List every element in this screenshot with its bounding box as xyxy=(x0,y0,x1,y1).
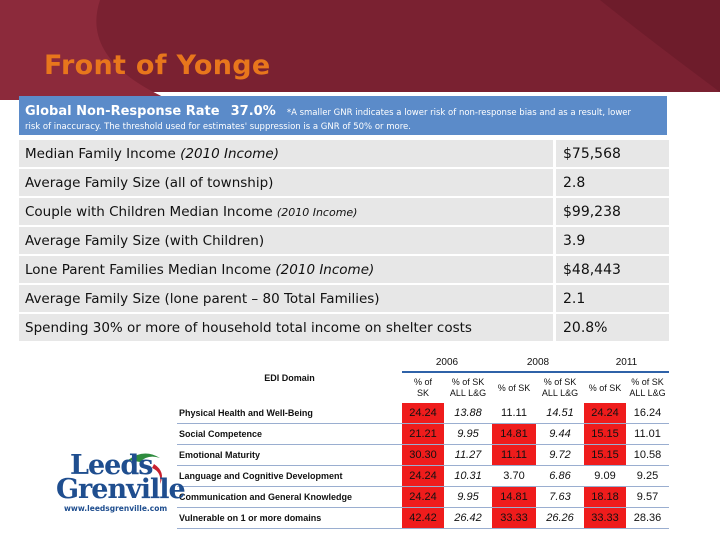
summary-value: 2.8 xyxy=(556,169,669,196)
edi-cell: 28.36 xyxy=(626,508,669,529)
edi-cell: 15.15 xyxy=(584,424,626,445)
summary-label: Average Family Size (all of township) xyxy=(25,174,274,191)
edi-domain-name: Language and Cognitive Development xyxy=(177,466,402,487)
table-row xyxy=(177,424,669,445)
table-row xyxy=(177,445,669,466)
summary-label-cell xyxy=(19,256,556,283)
gnr-label: Global Non-Response Rate xyxy=(25,104,220,119)
edi-cell: 14.81 xyxy=(492,424,536,445)
sub-header: % of SK xyxy=(497,382,531,393)
edi-cell: 9.44 xyxy=(536,424,584,445)
edi-cell: 9.25 xyxy=(626,466,669,487)
table-row xyxy=(177,466,669,487)
table-row xyxy=(177,508,669,529)
edi-cell: 33.33 xyxy=(492,508,536,529)
table-row xyxy=(177,403,669,424)
edi-cell: 7.63 xyxy=(536,487,584,508)
edi-cell: 9.57 xyxy=(626,487,669,508)
edi-cell: 24.24 xyxy=(584,403,626,424)
edi-cell: 42.42 xyxy=(402,508,444,529)
table-row xyxy=(177,487,669,508)
gnr-box xyxy=(19,96,667,135)
summary-label-cell xyxy=(19,285,556,312)
summary-value: $99,238 xyxy=(556,198,669,225)
summary-row xyxy=(19,314,669,341)
page-title: Front of Yonge xyxy=(44,50,271,81)
summary-label: Average Family Size (lone parent – 80 Total Families) xyxy=(25,290,380,307)
edi-cell: 9.95 xyxy=(444,487,492,508)
year-header-2008: 2008 xyxy=(492,353,584,372)
edi-cell: 11.27 xyxy=(444,445,492,466)
summary-label-cell xyxy=(19,169,556,196)
edi-cell: 13.88 xyxy=(444,403,492,424)
summary-value: 2.1 xyxy=(556,285,669,312)
logo-word-grenville: Grenville xyxy=(56,474,185,505)
edi-domain-name: Vulnerable on 1 or more domains xyxy=(177,508,402,529)
edi-domain-name: Emotional Maturity xyxy=(177,445,402,466)
summary-table xyxy=(19,138,669,343)
summary-value: $75,568 xyxy=(556,140,669,167)
edi-table xyxy=(177,353,669,529)
edi-cell: 21.21 xyxy=(402,424,444,445)
summary-qualifier: (2010 Income) xyxy=(180,145,279,162)
edi-cell: 24.24 xyxy=(402,466,444,487)
summary-label: Lone Parent Families Median Income xyxy=(25,261,272,278)
edi-domain-name: Communication and General Knowledge xyxy=(177,487,402,508)
edi-cell: 26.26 xyxy=(536,508,584,529)
summary-row xyxy=(19,227,669,254)
edi-cell: 9.72 xyxy=(536,445,584,466)
year-header-2006: 2006 xyxy=(402,353,492,372)
edi-cell: 14.51 xyxy=(536,403,584,424)
edi-cell: 24.24 xyxy=(402,403,444,424)
summary-label-cell xyxy=(19,198,556,225)
edi-domain-name: Social Competence xyxy=(177,424,402,445)
summary-row xyxy=(19,198,669,225)
edi-cell: 33.33 xyxy=(584,508,626,529)
summary-value: $48,443 xyxy=(556,256,669,283)
logo-url: www.leedsgrenville.com xyxy=(64,504,168,513)
edi-cell: 9.09 xyxy=(584,466,626,487)
summary-label-cell xyxy=(19,140,556,167)
sub-header: % of SK ALL L&G xyxy=(449,377,487,398)
edi-cell: 26.42 xyxy=(444,508,492,529)
summary-row xyxy=(19,169,669,196)
edi-cell: 10.58 xyxy=(626,445,669,466)
leeds-grenville-logo xyxy=(56,450,185,520)
sub-header: % of SK ALL L&G xyxy=(629,377,666,398)
summary-label: Spending 30% or more of household total income on shelter costs xyxy=(25,319,472,336)
summary-value: 20.8% xyxy=(556,314,669,341)
edi-cell: 9.95 xyxy=(444,424,492,445)
edi-domain-name: Physical Health and Well-Being xyxy=(177,403,402,424)
edi-cell: 14.81 xyxy=(492,487,536,508)
summary-row xyxy=(19,256,669,283)
year-header-2011: 2011 xyxy=(584,353,669,372)
summary-label: Average Family Size (with Children) xyxy=(25,232,265,249)
edi-cell: 3.70 xyxy=(492,466,536,487)
summary-row xyxy=(19,285,669,312)
gnr-note-line2: risk of inaccuracy. The threshold used for estimates' suppression is a GNR of 50% or more. xyxy=(25,122,411,132)
edi-domain-header: EDI Domain xyxy=(264,373,315,383)
sub-header: % of SK ALL L&G xyxy=(541,377,579,398)
edi-cell: 30.30 xyxy=(402,445,444,466)
edi-cell: 10.31 xyxy=(444,466,492,487)
summary-value: 3.9 xyxy=(556,227,669,254)
summary-label-cell xyxy=(19,314,556,341)
edi-cell: 18.18 xyxy=(584,487,626,508)
edi-cell: 16.24 xyxy=(626,403,669,424)
edi-cell: 11.01 xyxy=(626,424,669,445)
gnr-note-line1: *A smaller GNR indicates a lower risk of non-response bias and as a result, lower xyxy=(286,108,632,118)
summary-label-cell xyxy=(19,227,556,254)
summary-qualifier: (2010 Income) xyxy=(276,205,358,219)
edi-cell: 24.24 xyxy=(402,487,444,508)
edi-cell: 11.11 xyxy=(492,445,536,466)
gnr-value: 37.0% xyxy=(230,104,276,119)
summary-qualifier: (2010 Income) xyxy=(275,261,375,278)
summary-label: Median Family Income xyxy=(25,145,176,162)
edi-cell: 6.86 xyxy=(536,466,584,487)
edi-cell: 11.11 xyxy=(492,403,536,424)
sub-header: % of SK xyxy=(413,377,432,398)
summary-label: Couple with Children Median Income xyxy=(25,203,273,220)
summary-row xyxy=(19,140,669,167)
logo-word-leeds: Leeds xyxy=(70,450,153,481)
edi-cell: 15.15 xyxy=(584,445,626,466)
sub-header: % of SK xyxy=(588,382,622,393)
